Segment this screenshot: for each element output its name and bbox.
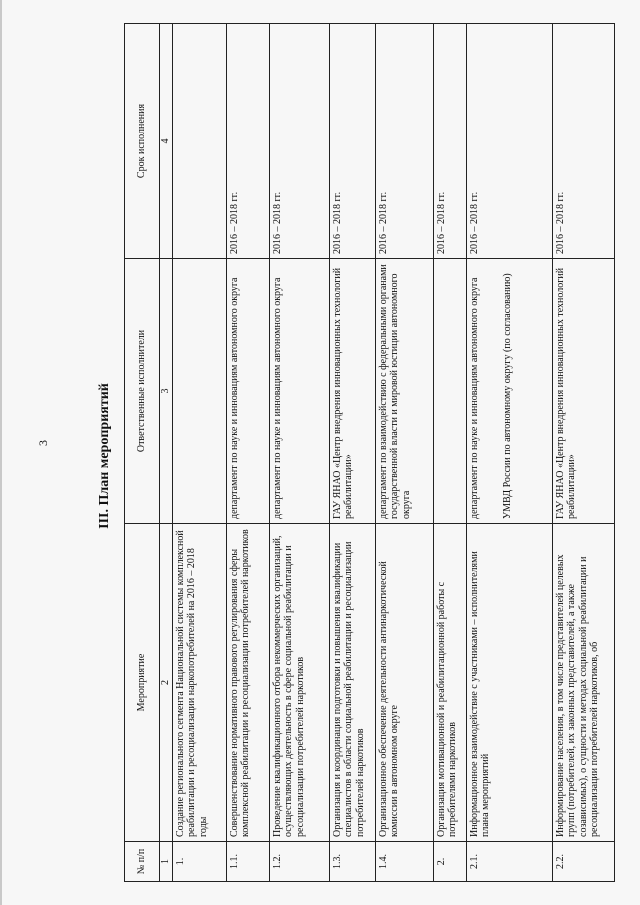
row-term: 2016 – 2018 гг. xyxy=(375,24,433,259)
table-row xyxy=(466,24,552,882)
row-executor-cell xyxy=(466,259,552,524)
row-event: Создание регионального сегмента Национальной системы комплексной реабилитации и ресоциализации наркопотребителей на 2016 – 2018 годы xyxy=(172,524,226,842)
table-row xyxy=(552,24,614,882)
table-row xyxy=(329,24,375,882)
row-event: Организационное обеспечение деятельности антинаркотической комиссии в автономном округе xyxy=(375,524,433,842)
row-number: 1.4. xyxy=(375,842,433,882)
row-event: Проведение квалификационного отбора некоммерческих организаций, осуществляющих деятельность в сфере социальной реабилитации и ресоциализации потребителей наркотиков xyxy=(269,524,329,842)
column-number: 2 xyxy=(160,524,173,842)
row-executor: ГАУ ЯНАО «Центр внедрения инновационных технологий реабилитации» xyxy=(329,259,375,524)
row-term: 2016 – 2018 гг. xyxy=(466,24,552,259)
row-number: 1.2. xyxy=(269,842,329,882)
row-event: Организация мотивационной и реабилитационной работы с потребителями наркотиков xyxy=(433,524,466,842)
row-number: 2. xyxy=(433,842,466,882)
row-number: 1.3. xyxy=(329,842,375,882)
row-number: 2.2. xyxy=(552,842,614,882)
row-executor xyxy=(433,259,466,524)
plan-table xyxy=(124,23,615,882)
row-number: 1.1. xyxy=(226,842,269,882)
row-executor-second: УМВД России по автономному округу (по согласованию) xyxy=(502,273,514,519)
row-event: Информационное взаимодействие с участниками – исполнителями плана мероприятий xyxy=(466,524,552,842)
table-row xyxy=(172,24,226,882)
header-cell-event: Мероприятие xyxy=(125,524,160,842)
row-executor: департамент по науке и инновациям автономного округа xyxy=(468,277,480,519)
row-number: 2.1. xyxy=(466,842,552,882)
column-number: 4 xyxy=(160,24,173,259)
row-executor: департамент по взаимодействию с федеральными органами государственной власти и мировой юстиции автономного округа xyxy=(375,259,433,524)
page-number: 3 xyxy=(36,440,50,446)
header-cell-term: Срок исполнения xyxy=(125,24,160,259)
row-executor: ГАУ ЯНАО «Центр внедрения инновационных технологий реабилитации» xyxy=(552,259,614,524)
scan-edge xyxy=(0,0,2,905)
row-term: 2016 – 2018 гг. xyxy=(433,24,466,259)
column-number: 3 xyxy=(160,259,173,524)
rotated-table-wrapper xyxy=(124,24,604,882)
row-executor: департамент по науке и инновациям автономного округа xyxy=(269,259,329,524)
row-executor xyxy=(172,259,226,524)
spacer xyxy=(480,263,502,519)
table-row xyxy=(433,24,466,882)
row-executor: департамент по науке и инновациям автономного округа xyxy=(226,259,269,524)
row-term: 2016 – 2018 гг. xyxy=(329,24,375,259)
header-row xyxy=(125,24,160,882)
row-number: 1. xyxy=(172,842,226,882)
header-cell-number: № п/п xyxy=(125,842,160,882)
row-event: Организация и координация подготовки и повышения квалификации специалистов в области социальной реабилитации и ресоциализации потребителей наркотиков xyxy=(329,524,375,842)
row-term xyxy=(172,24,226,259)
column-number: 1 xyxy=(160,842,173,882)
table-row xyxy=(226,24,269,882)
row-term: 2016 – 2018 гг. xyxy=(269,24,329,259)
row-term: 2016 – 2018 гг. xyxy=(552,24,614,259)
table-row xyxy=(375,24,433,882)
row-event: Информирование населения, в том числе представителей целевых групп (потребителей, их законных представителей, а также созависимых), о сущности и методах социальной реабилитации и ресоциализации потребителей наркотиков, об xyxy=(552,524,614,842)
row-event: Совершенствование нормативного правового регулирования сферы комплексной реабилитации и ресоциализации потребителей наркотиков xyxy=(226,524,269,842)
table-row xyxy=(269,24,329,882)
column-number-row xyxy=(160,24,173,882)
row-term: 2016 – 2018 гг. xyxy=(226,24,269,259)
section-title: III. План мероприятий xyxy=(97,383,112,529)
header-cell-executors: Ответственные исполнители xyxy=(125,259,160,524)
